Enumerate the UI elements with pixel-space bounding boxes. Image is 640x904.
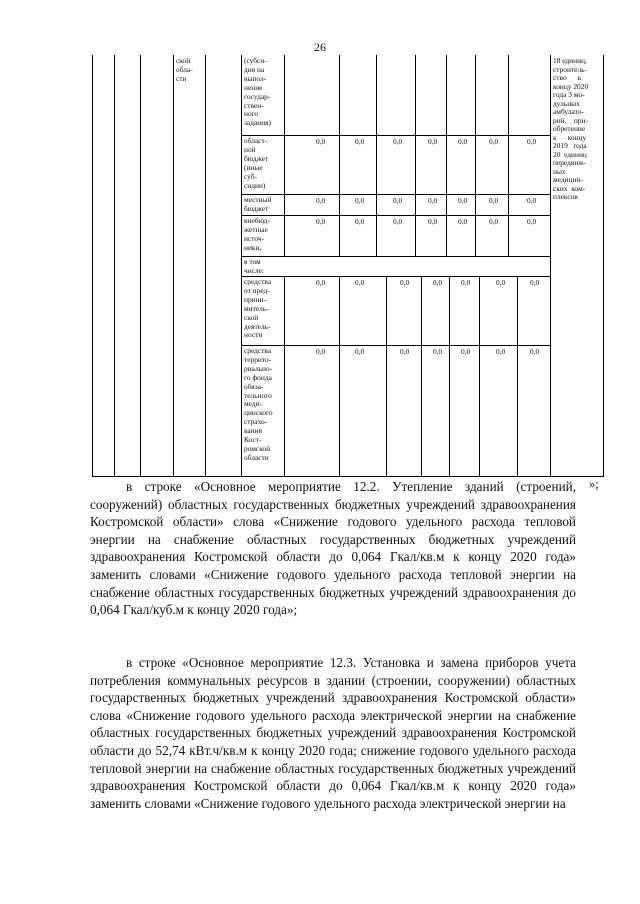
value-cell: 0,0: [527, 137, 537, 146]
value-cell: 0,0: [527, 217, 537, 226]
value-cell: 0,0: [355, 137, 365, 146]
value-cell: 0,0: [316, 347, 326, 356]
value-cell: 0,0: [458, 196, 468, 205]
value-cell: 0,0: [355, 196, 365, 205]
table-column-line: [508, 55, 509, 256]
value-cell: 0,0: [316, 196, 326, 205]
value-cell: 0,0: [428, 217, 438, 226]
row-label-including: в том числе:: [244, 257, 264, 275]
table-row-line: [241, 256, 550, 257]
table-column-line: [284, 276, 285, 476]
table-column-line: [140, 55, 141, 476]
value-cell: 0,0: [400, 347, 410, 356]
value-cell: 0,0: [527, 196, 537, 205]
row-label-regional-budget: област- ной бюджет (иные суб- сидии): [244, 136, 269, 190]
value-cell: 0,0: [489, 217, 499, 226]
closing-quote: »;: [589, 477, 599, 491]
value-cell: 0,0: [530, 278, 540, 287]
body-paragraph: в строке «Основное мероприятие 12.3. Установка и замена приборов учета потребления коммунальных ресурсов в здании (строении, сооружении) областных государственных бюджетных учреждений здравоохранения Костромской области» слова «Снижение годового удельного расхода электрической энергии на снабжение областных государственных бюджетных учреждений здравоохранения Костромской области до 52,74 кВт.ч/кв.м к концу 2020 года; снижение годового удельного расхода тепловой энергии на снабжение областных государственных бюджетных учреждений здравоохранения Костромской области до 0,064 Гкал/кв.м к концу 2020 года» заменить словами «Снижение годового удельного расхода электрической энергии на: [90, 655, 576, 811]
table-column-line: [550, 55, 551, 476]
value-cell: 0,0: [530, 347, 540, 356]
value-cell: 0,0: [316, 217, 326, 226]
value-cell: 0,0: [496, 347, 506, 356]
table-bottom-line: [92, 476, 604, 477]
table-column-line: [446, 55, 447, 256]
value-cell: 0,0: [496, 278, 506, 287]
row-label-extra-budget: внебюд- жетные источ- ники,: [244, 216, 270, 252]
table-row-line: [241, 276, 550, 277]
value-cell: 0,0: [355, 347, 365, 356]
table-column-line: [339, 276, 340, 476]
value-cell: 0,0: [428, 196, 438, 205]
table-row-line: [241, 215, 550, 216]
page-number: 26: [314, 40, 326, 54]
table-row-line: [241, 135, 550, 136]
table-column-line: [173, 55, 174, 476]
value-cell: 0,0: [400, 278, 410, 287]
value-cell: 0,0: [458, 137, 468, 146]
value-cell: 0,0: [461, 278, 471, 287]
table-column-line: [415, 55, 416, 256]
table-row-line: [241, 345, 550, 346]
row-label-local-budget: местный бюджет: [244, 195, 272, 213]
value-cell: 0,0: [316, 137, 326, 146]
value-cell: 0,0: [489, 196, 499, 205]
row-label-insurance-fund: средства террито- риально- го фонда обяза- тельного меди- цинского страхо- вания Кост- ромской области: [244, 346, 273, 462]
table-border-left: [92, 55, 93, 476]
table-column-line: [376, 55, 377, 256]
table-column-line: [421, 276, 422, 476]
value-cell: 0,0: [489, 137, 499, 146]
region-cell-text: ской обла- сти: [176, 56, 193, 83]
table-column-line: [449, 276, 450, 476]
table-column-line: [475, 55, 476, 256]
value-cell: 0,0: [393, 217, 403, 226]
value-cell: 0,0: [393, 196, 403, 205]
row-label-subsidy: (субси- дия на выпол- нение государ- ствен- ного задания): [244, 56, 272, 128]
value-cell: 0,0: [355, 278, 365, 287]
value-cell: 0,0: [458, 217, 468, 226]
value-cell: 0,0: [355, 217, 365, 226]
table-column-line: [205, 55, 206, 476]
table-column-line: [479, 276, 480, 476]
table-column-line: [339, 55, 340, 256]
table-column-line: [114, 55, 115, 476]
table-column-line: [386, 276, 387, 476]
result-note: 18 единиц, строитель- ство к концу 2020 года 3 мо- дульных амбулато- рий, при- обретение к концу 2019 года 20 единиц передвиж- ных медицин- ских ком- плексов: [553, 56, 589, 201]
table-column-line: [517, 276, 518, 476]
value-cell: 0,0: [428, 137, 438, 146]
table-column-line: [284, 55, 285, 256]
table-border-right: [603, 55, 604, 476]
table-column-line: [241, 55, 242, 476]
table-row-line: [241, 194, 550, 195]
body-paragraph: в строке «Основное мероприятие 12.2. Утепление зданий (строений, сооружений) областных государственных бюджетных учреждений здравоохранения Костромской области» слова «Снижение годового удельного расхода тепловой энергии на снабжение областных государственных бюджетных учреждений здравоохранения Костромской области до 0,064 Гкал/кв.м к концу 2020 года» заменить словами «Снижение годового удельного расхода тепловой энергии на снабжение областных государственных бюджетных учреждений здравоохранения до 0,064 Гкал/куб.м к концу 2020 года»;: [90, 479, 576, 618]
value-cell: 0,0: [433, 278, 443, 287]
row-label-business: средства от пред- прини- митель- ской деятель- ности: [244, 277, 272, 340]
value-cell: 0,0: [461, 347, 471, 356]
value-cell: 0,0: [316, 278, 326, 287]
value-cell: 0,0: [433, 347, 443, 356]
value-cell: 0,0: [393, 137, 403, 146]
